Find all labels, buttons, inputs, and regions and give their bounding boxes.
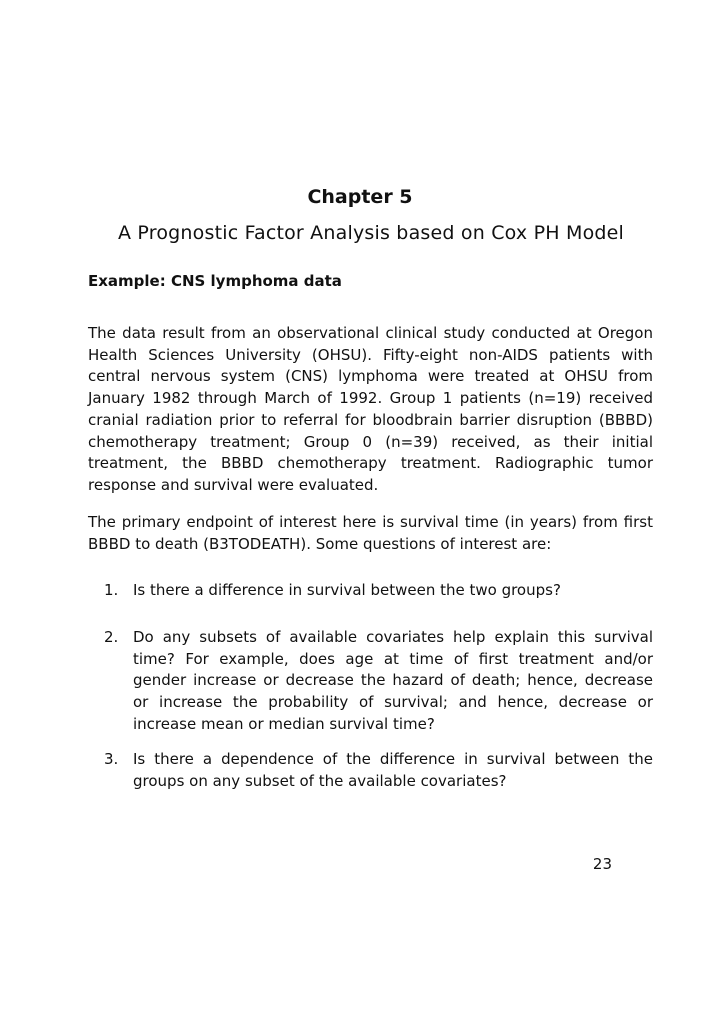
intro-paragraph: The data result from an observational clinical study conducted at Oregon Health Sciences University (OHSU). Fifty-eight non-AIDS patients with central nervous system (CNS) lymphoma were treated at OHSU from January 1982 through March of 1992. Group 1 patients (n=19) received cranial radiation prior to referral for bloodbrain barrier disruption (BBBD) chemotherapy treatment; Group 0 (n=39) received, as their initial treatment, the BBBD chemotherapy treatment. Radiographic tumor response and survival were evaluated. xyxy=(88,324,653,494)
example-heading: Example: CNS lymphoma data xyxy=(88,272,342,290)
page-number: 23 xyxy=(592,855,612,873)
list-item-text: Is there a difference in survival between the two groups? xyxy=(133,581,561,599)
list-item-number: 1. xyxy=(104,581,119,599)
list-item-text: Do any subsets of available covariates help explain this survival time? For example, does age at time of first treatment and/or gender increase or decrease the hazard of death; hence, decrease or increase the probability of survival; and hence, decrease or increase mean or median survival time? xyxy=(133,628,653,733)
list-item-number: 3. xyxy=(104,750,119,768)
chapter-title: A Prognostic Factor Analysis based on Cox PH Model xyxy=(117,222,625,244)
endpoint-paragraph: The primary endpoint of interest here is survival time (in years) from first BBBD to death (B3TODEATH). Some questions of interest are: xyxy=(88,513,653,553)
chapter-number: Chapter 5 xyxy=(307,186,413,208)
list-item-number: 2. xyxy=(104,628,119,646)
list-item-text: Is there a dependence of the difference in survival between the groups on any subset of the available covariates? xyxy=(133,750,653,790)
